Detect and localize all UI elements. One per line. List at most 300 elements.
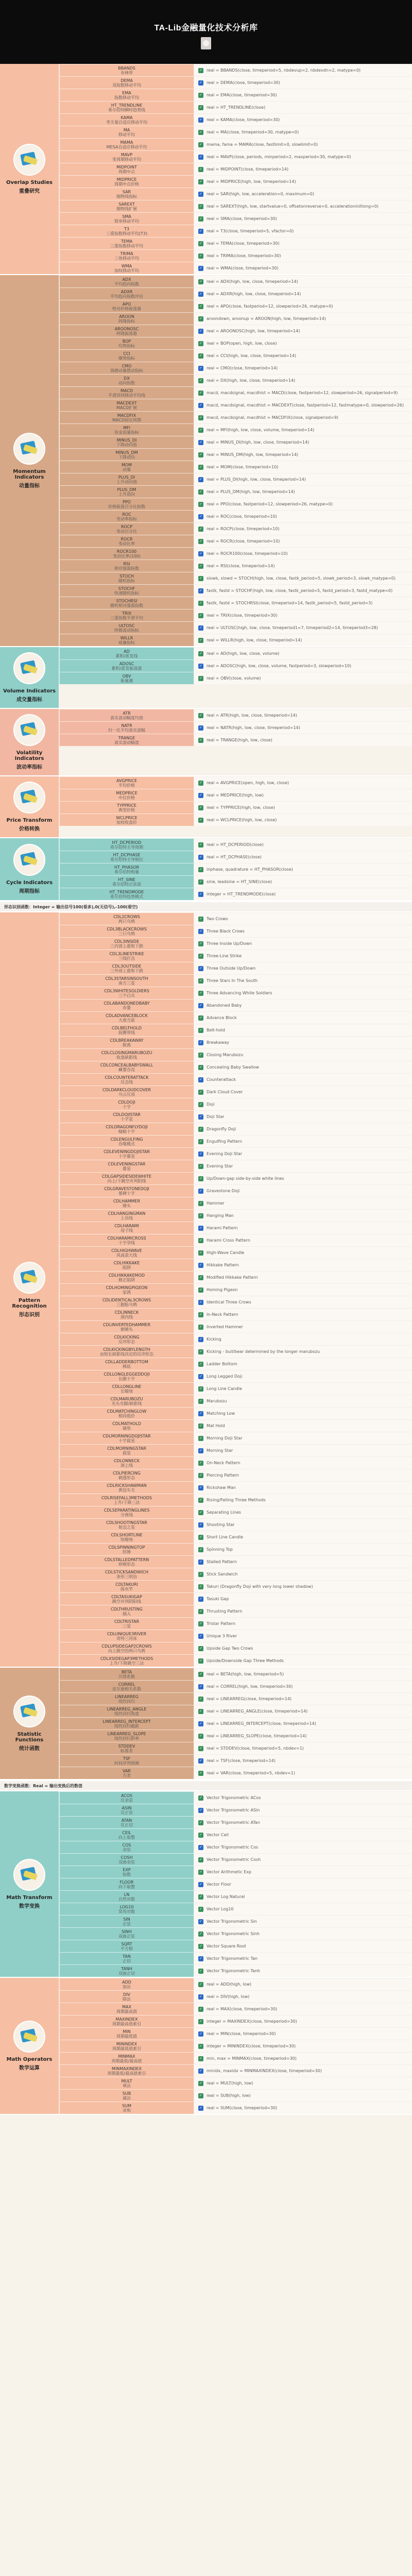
function-signature-cell [194,1469,412,1481]
function-name-cell [59,621,194,634]
function-signature: Three Advancing White Soldiers [207,991,272,995]
function-signature-cell [194,212,412,225]
check-icon [198,664,203,669]
check-icon [198,452,203,457]
function-code: AVGPRICE [116,778,137,783]
function-code: ATR [123,710,131,716]
function-signature: real = EMA(close, timeperiod=30) [207,93,277,97]
section-title-cn: 波动率指标 [16,765,42,770]
function-cn-name: 刺透形态 [118,1475,135,1480]
code-column [59,838,194,900]
check-icon [198,1436,203,1441]
function-signature-cell [194,572,412,584]
function-cn-name: 阿隆振荡器 [116,331,137,336]
function-cn-name: 修正陷阱 [118,1277,135,1282]
function-code: CDLLONGLINE [112,1384,142,1389]
function-cn-name: 平均价格 [118,783,135,788]
code-column [59,912,194,1667]
function-signature-cell [194,1903,412,1915]
function-name-cell [59,1927,194,1940]
function-name-cell [59,1890,194,1903]
function-signature-cell [194,1358,412,1370]
section-sidebar [0,1978,59,2114]
check-icon [198,366,203,371]
function-signature: real = ATR(high, low, close, timeperiod=14) [207,713,297,718]
function-signature-cell [194,150,412,163]
check-icon [198,1139,203,1144]
function-signature-cell [194,312,412,325]
check-icon [198,1894,203,1900]
function-signature: real = LINEARREG_ANGLE(close, timeperiod=14) [207,1709,308,1714]
check-icon [198,867,203,872]
function-cn-name: 三线打击 [118,956,135,961]
function-signature-cell [194,814,412,826]
section-title-cn: 统计函数 [19,1745,40,1752]
check-icon [198,1263,203,1268]
function-signature: real = ROCR100(close, timeperiod=10) [207,551,288,556]
function-signature-cell [194,1222,412,1234]
function-name-cell [59,1098,194,1110]
section-cycle [0,838,412,901]
function-cn-name: 希尔伯特正弦波 [112,882,141,887]
function-signature: real = MFI(high, low, close, volume, timeperiod=14) [207,428,315,432]
function-code: CDLTAKURI [115,1582,138,1587]
function-signature: Evening Doji Star [207,1151,243,1156]
function-signature-cell [194,2064,412,2077]
check-icon [198,1956,203,1961]
function-name-cell [59,572,194,584]
function-name-cell [59,1308,194,1320]
function-code: CDLMARUBOZU [110,1396,143,1401]
function-cn-name: 下降动向 [118,454,135,460]
function-name-cell [59,875,194,888]
check-icon [198,105,203,110]
function-signature-cell [194,1940,412,1952]
check-icon [198,1584,203,1589]
function-code: LINEARREG [115,1694,139,1699]
function-signature: Short Line Candle [207,1535,244,1539]
function-signature-cell [194,789,412,801]
check-icon [198,1337,203,1342]
function-name-cell [59,1395,194,1407]
function-cn-name: 十字暮星 [118,1154,135,1159]
function-signature: real = SUM(close, timeperiod=30) [207,2106,278,2110]
function-signature-cell [194,999,412,1011]
function-code: FLOOR [119,1879,134,1885]
check-icon [198,1127,203,1132]
function-signature-cell [194,175,412,188]
function-code: MINUS_DM [115,450,138,455]
section-sidebar [0,64,59,274]
section-mathop [0,1978,412,2115]
function-name-cell [59,1642,194,1654]
function-signature: Vector Log Natural [207,1894,245,1899]
function-code: TRIX [122,611,132,616]
function-code: ADX [122,277,131,282]
check-icon [198,1448,203,1453]
function-cn-name: 减法 [123,2095,131,2100]
function-signature-cell [194,1841,412,1853]
desc-column [194,1791,412,1977]
function-name-cell [59,1110,194,1123]
function-name-cell [59,1630,194,1642]
section-pattern [0,912,412,1668]
function-code: OBV [122,673,131,679]
function-cn-name: 向上跳空的两只乌鸦 [108,1648,145,1653]
function-cn-name: 纺锤 [123,1549,131,1554]
function-code: LINEARREG_SLOPE [107,1731,146,1736]
check-icon [198,1498,203,1503]
function-code: CDLHIKKAKEMOD [108,1273,145,1278]
function-signature: Three-Line Strike [207,954,242,958]
check-icon [198,725,203,731]
function-cn-name: 光头光脚/缺影线 [111,1401,142,1406]
check-icon [198,842,203,848]
function-code: AROONOSC [114,326,139,331]
check-icon [198,1374,203,1379]
function-code: ASIN [122,1805,132,1810]
check-icon [198,1349,203,1354]
function-signature-cell [194,1061,412,1073]
section-sidebar [0,275,59,646]
check-icon [198,1189,203,1194]
function-signature-cell [194,2077,412,2089]
section-title: Cycle Indicators [6,880,53,886]
function-code: CDLSHORTLINE [111,1532,143,1537]
function-cn-name: 累积/派发振荡器 [111,666,142,671]
function-signature-cell [194,560,412,572]
function-signature-cell [194,163,412,175]
function-signature-cell [194,1580,412,1592]
function-signature: real = TSF(close, timeperiod=14) [207,1758,276,1763]
check-icon [198,1090,203,1095]
function-name-cell [59,962,194,974]
function-cn-name: 指数移动平均 [114,95,139,100]
function-name-cell [59,1717,194,1730]
function-name-cell [59,1135,194,1147]
function-code: CDLIDENTICAL3CROWS [102,1297,151,1302]
function-signature-cell [194,1271,412,1283]
function-cn-name: 三外部上涨和下跌 [110,968,143,973]
check-icon [198,651,203,656]
function-name-cell [59,1990,194,2003]
function-cn-name: 三个白兵 [118,993,135,998]
function-cn-name: 动向指数 [118,380,135,385]
function-signature: Matching Low [207,1411,235,1416]
function-name-cell [59,436,194,448]
function-cn-name: 钱德动量摆动指标 [110,368,143,373]
function-signature-cell [194,448,412,461]
function-name-cell [59,1531,194,1543]
function-name-cell [59,721,194,734]
function-name-cell [59,374,194,386]
check-icon [198,1213,203,1218]
check-icon [198,1882,203,1887]
function-cn-name: 变动比率(100) [113,553,141,558]
function-name-cell [59,1271,194,1283]
function-code: CEIL [122,1830,131,1835]
function-code: MAXINDEX [115,2016,138,2022]
section-rows [59,838,412,900]
function-cn-name: 平方根 [121,1946,133,1951]
function-name-cell [59,2003,194,2015]
function-code: CDLDRAGONFLYDOJI [106,1124,148,1129]
section-sidebar [0,776,59,837]
function-cn-name: 皮尔逊相关系数 [112,1686,141,1691]
check-icon [198,1771,203,1776]
function-signature-cell [194,1444,412,1456]
function-signature-cell [194,1978,412,1990]
check-icon [198,1423,203,1429]
function-signature: Vector Trigonometric Cosh [207,1857,261,1862]
check-icon [198,2056,203,2061]
function-cn-name: 三重指数移动平均(T3) [106,231,148,236]
check-icon [198,341,203,346]
section-sidebar [0,838,59,900]
function-cn-name: 移动平均 [118,132,135,137]
function-code: SIN [123,1917,130,1922]
function-cn-name: 周期最低/最高值 [111,2058,142,2063]
function-signature-cell [194,1767,412,1779]
function-signature-cell [194,411,412,423]
function-name-cell [59,888,194,900]
function-signature-cell [194,362,412,374]
function-name-cell [59,672,194,684]
emblem-icon [13,433,45,465]
function-signature-cell [194,1086,412,1098]
function-code: AROON [119,314,134,319]
function-signature-cell [194,1964,412,1977]
function-code: COSH [121,1855,133,1860]
function-signature: Vector Trigonometric Sin [207,1919,257,1924]
function-code: CDLGRAVESTONEDOJI [104,1186,149,1191]
function-cn-name: 两只乌鸦 [118,919,135,924]
function-name-cell [59,1036,194,1048]
function-signature: Piercing Pattern [207,1473,239,1478]
function-signature: real = WMA(close, timeperiod=30) [207,266,279,270]
function-name-cell [59,212,194,225]
function-cn-name: 跳空并列阴阳线 [112,1599,141,1604]
function-signature-cell [194,1717,412,1730]
function-name-cell [59,461,194,473]
function-name-cell [59,1555,194,1568]
check-icon [198,1721,203,1726]
section-rows [59,912,412,1667]
function-signature: Vector Trigonometric Tan [207,1956,258,1961]
function-name-cell [59,1668,194,1680]
function-signature-cell [194,1878,412,1890]
function-signature-cell [194,386,412,399]
function-code: CDLLONGLEGGEDDOJI [104,1371,150,1377]
function-name-cell [59,138,194,150]
function-code: CDLSPINNINGTOP [108,1545,145,1550]
check-icon [198,204,203,209]
function-signature: real = TEMA(close, timeperiod=30) [207,241,280,246]
function-signature: Engulfing Pattern [207,1139,243,1144]
function-signature-cell [194,1543,412,1555]
header [0,6,412,64]
function-signature-cell [194,1668,412,1680]
function-signature-cell [194,721,412,734]
check-icon [198,1176,203,1181]
function-name-cell [59,522,194,535]
function-signature-cell [194,1011,412,1024]
section-rows [59,1791,412,1977]
check-icon [198,978,203,984]
function-signature: integer = MAXINDEX(close, timeperiod=30) [207,2019,297,2024]
function-signature: Closing Marubozu [207,1053,244,1057]
function-code: EXP [123,1867,131,1872]
function-cn-name: 晨星 [123,1450,131,1455]
function-code: CDLDOJISTAR [113,1112,141,1117]
function-signature-cell [194,1160,412,1172]
function-cn-name: 平均趋向指数 [114,281,139,286]
function-cn-name: 颈内线 [121,1314,133,1319]
function-name-cell [59,101,194,113]
function-name-cell [59,1978,194,1990]
function-signature: real = CCI(high, low, close, timeperiod=14) [207,353,297,358]
function-code: CMO [122,363,132,368]
function-name-cell [59,1680,194,1692]
function-signature-cell [194,1419,412,1432]
emblem-icon [13,782,45,814]
function-signature: real = MAX(close, timeperiod=30) [207,2007,278,2011]
function-signature: Advance Block [207,1015,237,1020]
check-icon [198,1646,203,1651]
function-name-cell [59,1878,194,1890]
code-column [59,1791,194,1977]
function-cn-name: 动量 [123,467,131,472]
function-signature-cell [194,1110,412,1123]
section-title-cn: 价格转换 [19,826,40,832]
function-cn-name: 双曲正弦 [118,1934,135,1939]
function-signature-cell [194,987,412,999]
function-signature-cell [194,647,412,659]
function-signature: real = OBV(close, volume) [207,676,261,681]
function-code: CDLADVANCEBLOCK [106,1013,148,1018]
section-sidebar [0,709,59,775]
function-code: T3 [124,226,129,231]
check-icon [198,1250,203,1256]
function-signature-cell [194,510,412,522]
section-rows [59,64,412,274]
function-code: CDLKICKING [114,1334,140,1340]
function-code: WILLR [120,635,133,640]
function-signature-cell [194,1246,412,1259]
function-signature-cell [194,1592,412,1605]
function-signature-cell [194,1555,412,1568]
function-signature-cell [194,423,412,436]
function-signature-cell [194,101,412,113]
check-icon [198,1325,203,1330]
function-signature: Ladder Bottom [207,1362,237,1366]
desc-column [194,275,412,646]
check-icon [198,241,203,246]
section-title-cn: 动量指标 [19,483,40,489]
function-cn-name: 三胞胎乌鸦 [116,1302,137,1307]
function-name-cell [59,349,194,362]
section-sidebar [0,647,59,708]
function-cn-name: 插入 [123,1611,131,1616]
check-icon [198,329,203,334]
function-cn-name: 线性回归 [118,1699,135,1704]
function-signature-cell [194,300,412,312]
function-code: WCLPRICE [116,815,138,820]
section-title-cn: 重叠研究 [19,189,40,194]
check-icon [198,892,203,897]
function-signature: real = AD(high, low, close, volume) [207,651,280,656]
function-code: SAR [122,189,131,194]
function-name-cell [59,1333,194,1345]
function-cn-name: 弃婴 [123,1005,131,1010]
desc-column [194,1668,412,1779]
function-signature: Takuri (Dragonfly Doji with very long lower shadow) [207,1584,313,1589]
function-name-cell [59,560,194,572]
function-cn-name: 时间序列预测 [114,1760,139,1766]
function-name-cell [59,337,194,349]
function-cn-name: 蜻蜓十字 [118,1129,135,1134]
function-signature: real = APO(close, fastperiod=12, slowperiod=26, matype=0) [207,304,333,309]
function-cn-name: 相同低价 [118,1413,135,1418]
function-signature: Identical Three Crows [207,1300,251,1304]
check-icon [198,576,203,581]
function-cn-name: 快速随机指标 [114,590,139,596]
function-name-cell [59,1518,194,1531]
desc-column [194,776,412,837]
function-name-cell [59,1296,194,1308]
function-signature-cell [194,1915,412,1927]
section-title: Price Transform [6,818,53,823]
function-code: CDLABANDONEDBABY [104,1001,150,1006]
check-icon [198,279,203,284]
function-signature-cell [194,609,412,621]
function-cn-name: 短蜡烛 [121,1537,133,1542]
function-name-cell [59,647,194,659]
function-cn-name: 线性回归斜率 [114,1736,139,1741]
check-icon [198,1931,203,1937]
function-name-cell [59,1506,194,1518]
function-signature: real = TRIMA(close, timeperiod=30) [207,253,281,258]
check-icon [198,1672,203,1677]
function-name-cell [59,126,194,138]
function-cn-name: 上吊线 [121,1215,133,1221]
function-signature-cell [194,2102,412,2114]
function-cn-name: 十字晨星 [118,1438,135,1443]
section-math [0,1791,412,1978]
check-icon [198,514,203,519]
function-cn-name: 累积/派发线 [115,653,138,658]
function-signature-cell [194,1642,412,1654]
check-icon [198,1275,203,1280]
check-icon [198,781,203,786]
function-signature-cell [194,1320,412,1333]
check-icon [198,316,203,321]
function-signature-cell [194,399,412,411]
check-icon [198,1535,203,1540]
function-signature-cell [194,1333,412,1345]
check-icon [198,266,203,271]
function-name-cell [59,838,194,851]
function-signature: real = AROONOSC(high, low, timeperiod=14) [207,329,300,333]
check-icon [198,2019,203,2024]
function-code: HT_PHASOR [114,865,140,870]
function-code: MOM [121,462,132,467]
function-name-cell [59,801,194,814]
function-signature-cell [194,709,412,721]
function-code: CDL3INSIDE [114,939,140,944]
check-icon [198,403,203,408]
check-icon [198,378,203,383]
